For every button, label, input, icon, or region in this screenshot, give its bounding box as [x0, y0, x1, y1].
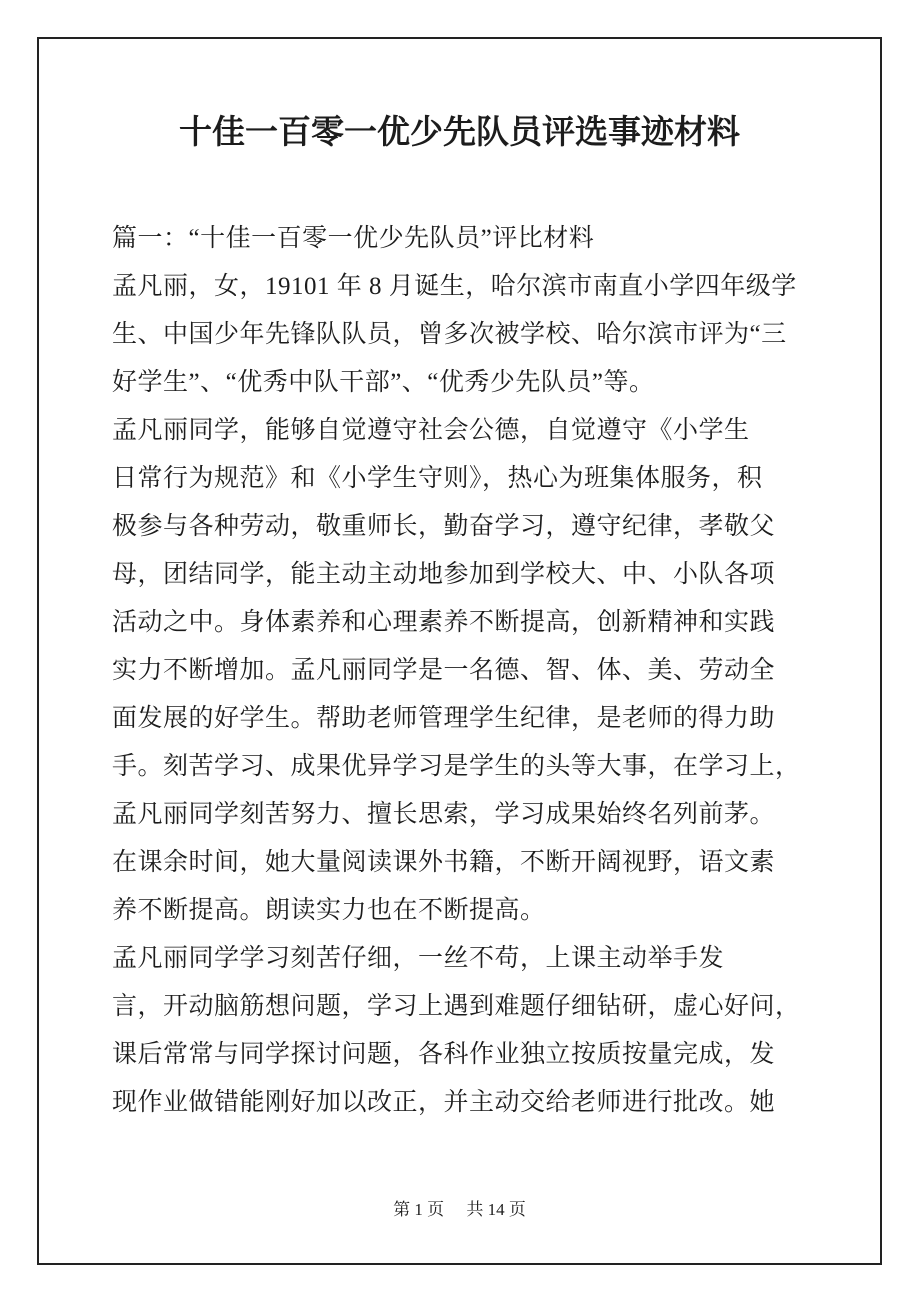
body-text-line: 现作业做错能刚好加以改正，并主动交给老师进行批改。她: [112, 1089, 776, 1116]
body-text-line: 手。刻苦学习、成果优异学习是学生的头等大事，在学习上，: [112, 753, 801, 780]
body-text-line: 母，团结同学，能主动主动地参加到学校大、中、小队各项: [112, 561, 776, 588]
body-text-line: 日常行为规范》和《小学生守则》，热心为班集体服务，积: [112, 465, 763, 492]
total-pages-label: 共 14 页: [466, 1200, 526, 1219]
body-text-line: 养不断提高。朗读实力也在不断提高。: [112, 897, 546, 924]
body-text-line: 孟凡丽，女，19101 年 8 月诞生，哈尔滨市南直小学四年级学: [112, 273, 797, 300]
page-border: [37, 37, 882, 1265]
page-number-label: 第 1 页: [393, 1200, 445, 1219]
body-text-line: 实力不断增加。孟凡丽同学是一名德、智、体、美、劳动全: [112, 657, 776, 684]
body-text-line: 孟凡丽同学学习刻苦仔细，一丝不苟，上课主动举手发: [112, 945, 725, 972]
body-text-line: 在课余时间，她大量阅读课外书籍，不断开阔视野，语文素: [112, 849, 776, 876]
page-footer: [39, 1200, 880, 1220]
body-text-line: 孟凡丽同学刻苦努力、擅长思索，学习成果始终名列前茅。: [112, 801, 776, 828]
body-text-line: 活动之中。身体素养和心理素养不断提高，创新精神和实践: [112, 609, 776, 636]
body-text-line: 孟凡丽同学，能够自觉遵守社会公德，自觉遵守《小学生: [112, 417, 750, 444]
body-text-line: 言，开动脑筋想问题，学习上遇到难题仔细钻研，虚心好问，: [112, 993, 801, 1020]
body-text-line: 课后常常与同学探讨问题，各科作业独立按质按量完成，发: [112, 1041, 776, 1068]
document-title: 十佳一百零一优少先队员评选事迹材料: [179, 115, 740, 151]
body-text-line: 极参与各种劳动，敬重师长，勤奋学习，遵守纪律，孝敬父: [112, 513, 776, 540]
body-text-line: 生、中国少年先锋队队员，曾多次被学校、哈尔滨市评为“三: [112, 321, 787, 348]
body-text-line: 篇一：“十佳一百零一优少先队员”评比材料: [112, 225, 595, 252]
body-text-line: 面发展的好学生。帮助老师管理学生纪律，是老师的得力助: [112, 705, 776, 732]
body-text-line: 好学生”、“优秀中队干部”、“优秀少先队员”等。: [112, 369, 655, 396]
document-body: [39, 215, 880, 1127]
